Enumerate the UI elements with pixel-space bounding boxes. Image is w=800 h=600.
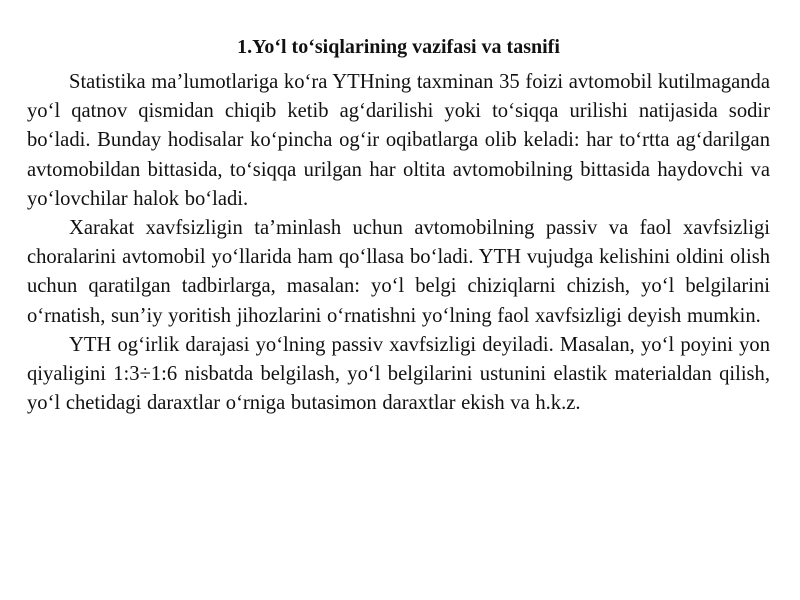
paragraph-active-safety: Xarakat xavfsizligin ta’minlash uchun avtomobilning passiv va faol xavfsizligi choralarini avtomobil yo‘llarida ham qo‘llasa bo‘ladi. YTH vujudga kelishini oldini olish uchun qaratilgan tadbirlarga, masalan: yo‘l belgi chiziqlarni chizish, yo‘l belgilarini o‘rnatish, sun’iy yoritish jihozlarini o‘rnatishni yo‘lning faol xavfsizligi deyish mumkin. [27,217,770,327]
section-title: 1.Yo‘l to‘siqlarining vazifasi va tasnifi [237,36,560,58]
paragraph-passive-safety: YTH og‘irlik darajasi yo‘lning passiv xavfsizligi deyiladi. Masalan, yo‘l poyini yon qiyaligini 1:3÷1:6 nisbatda belgilash, yo‘l belgilarini ustunini elastik materialdan qilish, yo‘l chetidagi daraxtlar o‘rniga butasimon daraxtlar ekish va h.k.z. [27,333,770,415]
paragraph-statistics: Statistika ma’lumotlariga ko‘ra YTHning taxminan 35 foizi avtomobil kutilmaganda yo‘l qatnov qismidan chiqib ketib ag‘darilishi yoki to‘siqqa urilishi natijasida sodir bo‘ladi. Bunday hodisalar ko‘pincha og‘ir oqibatlarga olib keladi: har to‘rtta ag‘darilgan avtomobildan bittasida, to‘siqqa urilgan har oltita avtomobilning bittasida haydovchi va yo‘lovchilar halok bo‘ladi. [27,71,770,210]
